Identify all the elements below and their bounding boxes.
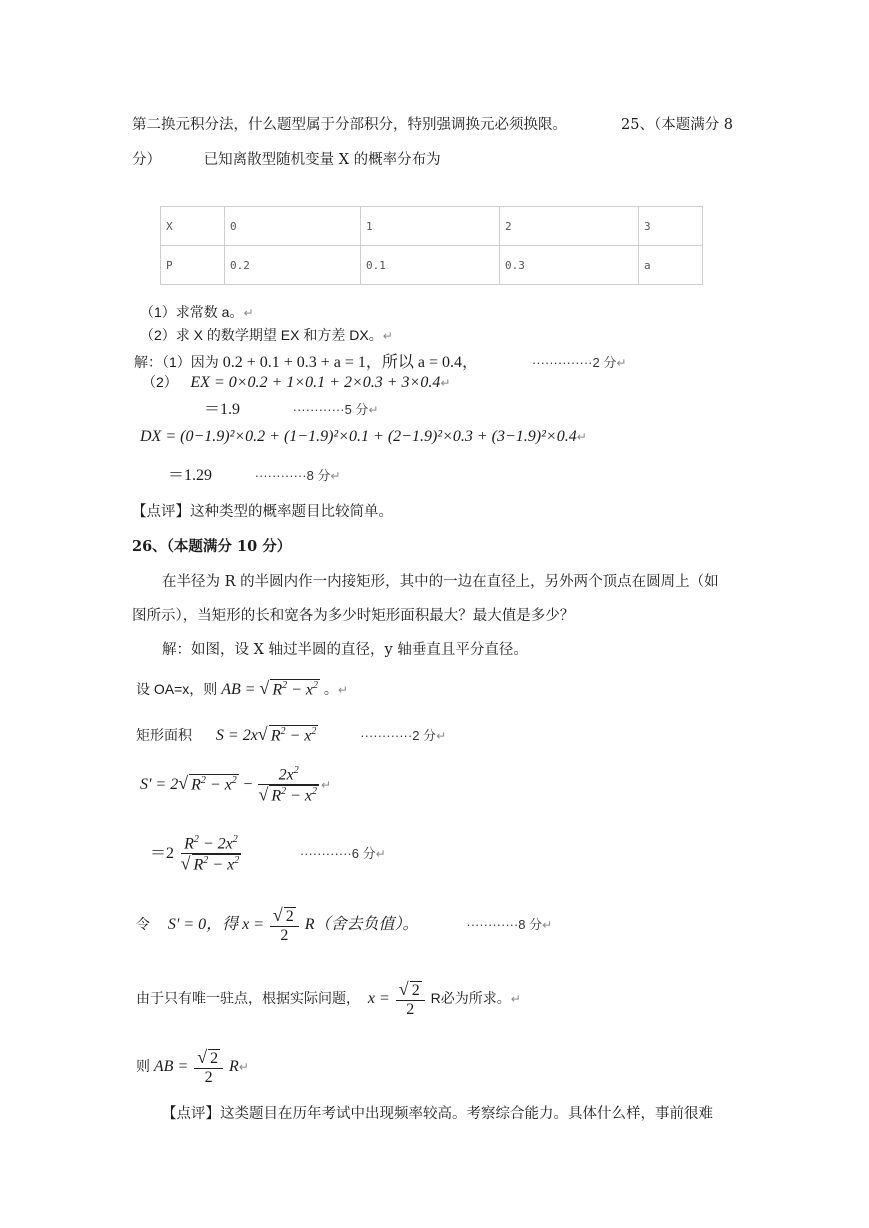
- table-cell: 0: [225, 207, 361, 246]
- table-cell: 1: [361, 207, 500, 246]
- fraction: $\frac{√ 2}{2}$: [194, 1048, 223, 1086]
- paragraph-mark-icon: ↵: [510, 991, 521, 1006]
- paragraph-mark-icon: ↵: [321, 778, 332, 793]
- table-cell: 0.1: [361, 246, 500, 285]
- paragraph-mark-icon: ↵: [440, 376, 451, 390]
- q25-part-2: （2）求 X 的数学期望 EX 和方差 DX。↵: [140, 327, 393, 343]
- q26-solution-intro: 解：如图，设 X 轴过半圆的直径，y 轴垂直且平分直径。: [162, 642, 528, 658]
- table-cell: 2: [500, 207, 639, 246]
- q26-critical-point: 令 S' = 0，得 x = $\frac{√ 2}{2}$ R（舍去负值）。 ············8 分↵: [136, 905, 553, 944]
- sqrt-expression: √ $R^2 - x^2$: [178, 773, 237, 794]
- q26-unique-point: 由于只有唯一驻点，根据实际问题， x = $\frac{√ 2}{2}$ R必为所求。↵: [136, 979, 521, 1018]
- q26-derivative-line: S' = 2√ $R^2 - x^2$ − $\frac{2x^2}{√ R^2 - x^2}$ ↵: [140, 765, 332, 805]
- q26-set-oa: 设 OA=x，则 AB = √ $R^2 - x^2$ 。↵: [136, 678, 348, 698]
- q26-derivative-simplified: ＝2 $\frac{R^2 - 2x^2}{√ R^2 - x^2}$ ············6 分↵: [150, 834, 386, 874]
- q25-ex-value: ＝1.9 ············5 分↵: [204, 401, 379, 418]
- paragraph-mark-icon: ↵: [436, 729, 447, 743]
- question-26-heading: 26、（本题满分 10 分）: [132, 538, 292, 555]
- q25-dx-line: DX = (0−1.9)²×0.2 + (1−1.9)²×0.1 + (2−1.9)²×0.3 + (3−1.9)²×0.4↵: [140, 428, 587, 445]
- table-cell: P: [161, 246, 225, 285]
- table-row: [161, 246, 703, 285]
- table-cell: 0.2: [225, 246, 361, 285]
- table-cell: 0.3: [500, 246, 639, 285]
- paragraph-mark-icon: ↵: [576, 430, 587, 444]
- distribution-table: [160, 206, 703, 285]
- paragraph-mark-icon: ↵: [616, 356, 627, 370]
- q25-comment: 【点评】这种类型的概率题目比较简单。: [132, 504, 393, 520]
- q25-ex-line: （2） EX = 0×0.2 + 1×0.1 + 2×0.3 + 3×0.4↵: [142, 374, 451, 391]
- table-cell: X: [161, 207, 225, 246]
- paragraph-mark-icon: ↵: [382, 329, 393, 343]
- q25-solution-1: 解：（1）因为 0.2 + 0.1 + 0.3 + a = 1，所以 a = 0.4， ··············2 分↵: [134, 354, 627, 371]
- table-row: [161, 207, 703, 246]
- q26-comment: 【点评】这类题目在历年考试中出现频率较高。考察综合能力。具体什么样，事前很难: [162, 1106, 713, 1122]
- paragraph-mark-icon: ↵: [337, 683, 348, 697]
- paragraph-mark-icon: ↵: [330, 469, 341, 483]
- q26-problem-line-2: 图所示），当矩形的长和宽各为多少时矩形面积最大？最大值是多少？: [132, 608, 575, 624]
- paragraph-mark-icon: ↵: [368, 403, 379, 417]
- table-cell: a: [639, 246, 703, 285]
- paragraph-mark-icon: ↵: [238, 1059, 249, 1074]
- q26-ab-result: 则 AB = $\frac{√ 2}{2}$ R↵: [136, 1047, 249, 1086]
- intro-line-1: 第二换元积分法，什么题型属于分部积分，特别强调换元必须换限。: [132, 117, 567, 133]
- intro-line-2: 分） 已知离散型随机变量 X 的概率分布为: [132, 152, 441, 168]
- q26-problem-line-1: 在半径为 R 的半圆内作一内接矩形，其中的一边在直径上，另外两个顶点在圆周上（如: [162, 574, 719, 590]
- sqrt-expression: √ $R^2 - x^2$: [257, 724, 317, 744]
- sqrt-expression: √ $R^2 - x^2$: [259, 678, 318, 698]
- q25-part-1: （1）求常数 a。↵: [140, 304, 254, 320]
- table-cell: 3: [639, 207, 703, 246]
- q26-area-line: 矩形面积 S = 2x√ $R^2 - x^2 \cdot\cdot\cdot\cdot\cdot\cdot\cdot\cdot\cdot\cdot\cdot\cdot 2$ 分↵: [136, 724, 447, 744]
- question-25-heading: 25、（本题满分 8: [621, 117, 734, 133]
- paragraph-mark-icon: ↵: [375, 847, 386, 862]
- q25-dx-value: ＝1.29 ············8 分↵: [168, 467, 341, 484]
- fraction: $\frac{√ 2}{2}$: [396, 980, 425, 1018]
- paragraph-mark-icon: ↵: [243, 306, 254, 320]
- fraction: $\frac{2x^2}{√ R^2 - x^2}$: [258, 765, 318, 805]
- fraction: $\frac{R^2 - 2x^2}{√ R^2 - x^2}$: [180, 834, 240, 874]
- fraction: $\frac{√ 2}{2}$: [270, 906, 299, 944]
- paragraph-mark-icon: ↵: [542, 917, 553, 932]
